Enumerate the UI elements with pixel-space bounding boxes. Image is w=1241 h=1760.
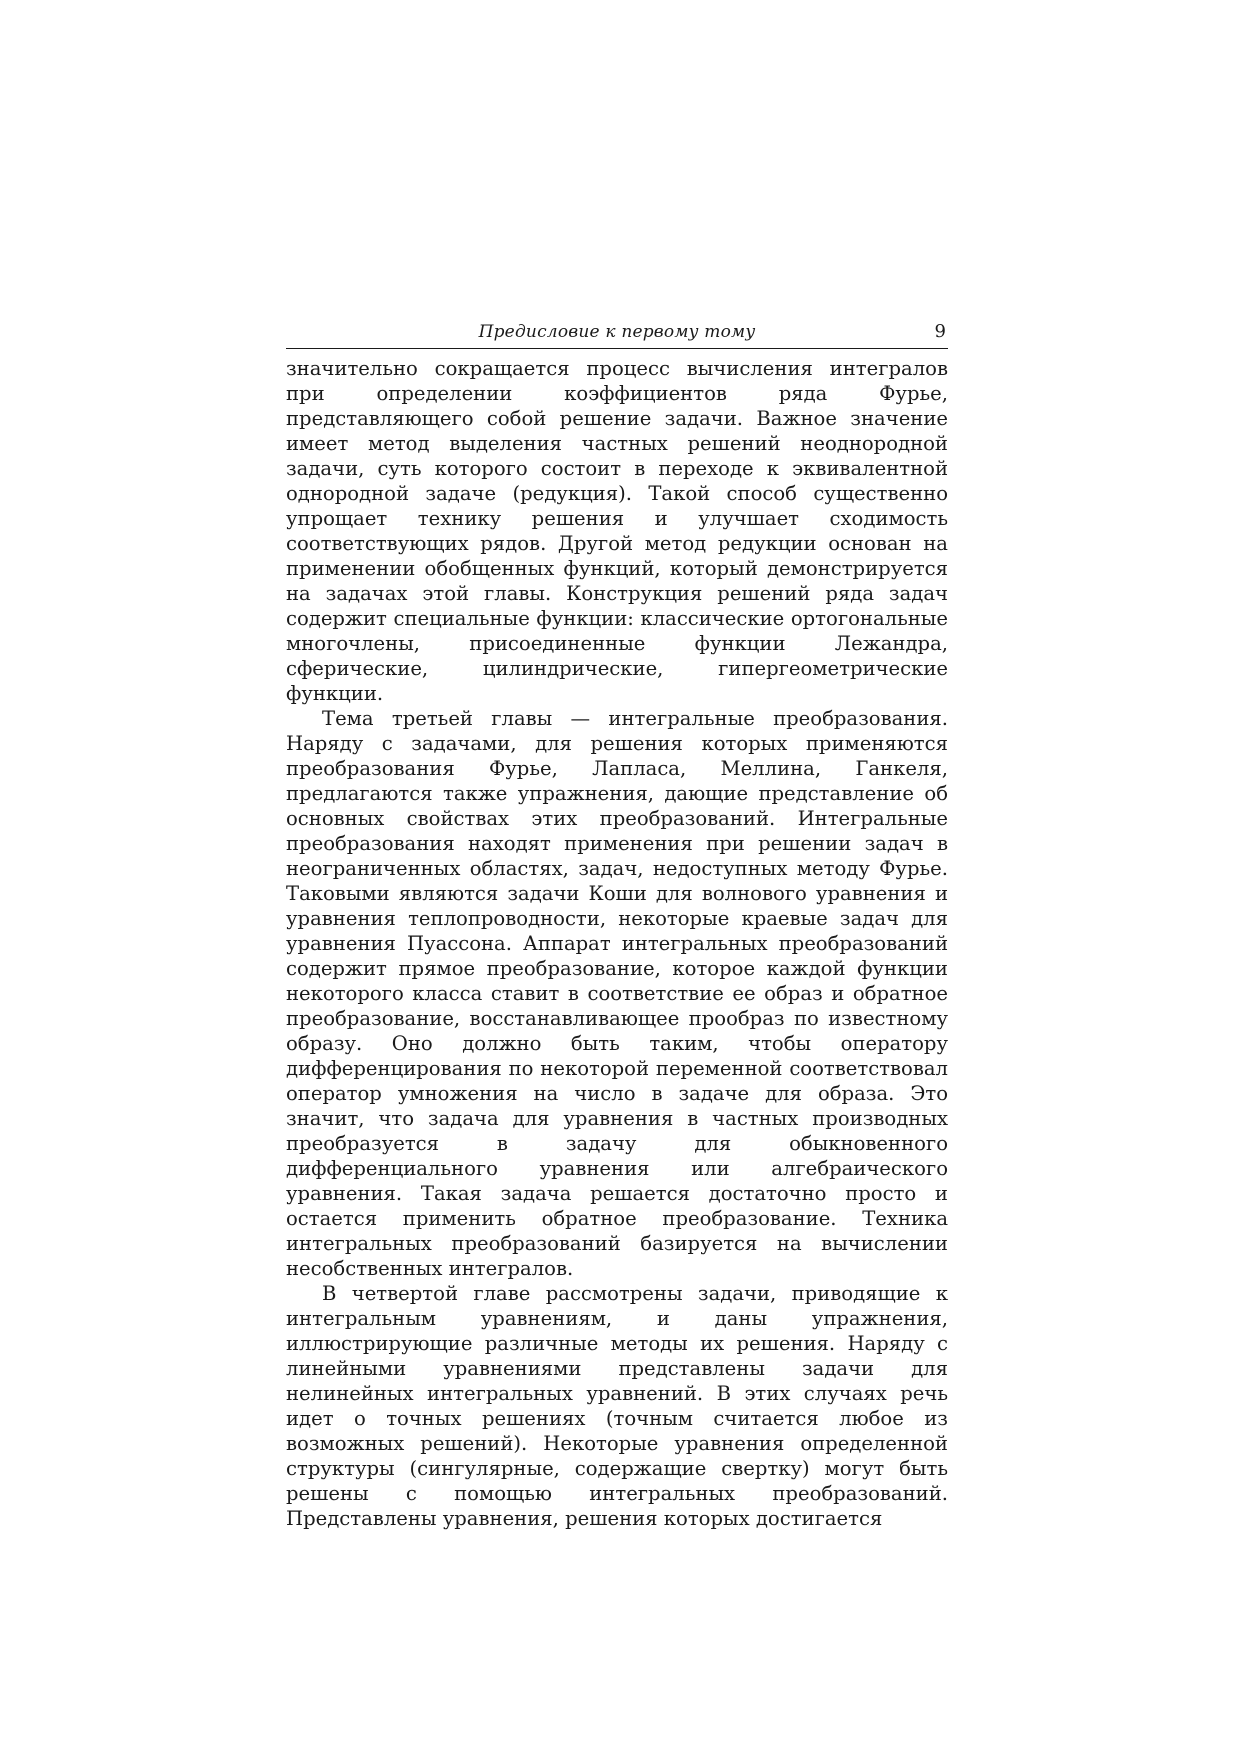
paragraph-chapter-four: В четвертой главе рассмотрены задачи, приводящие к интегральным уравнениям, и даны упражнения, иллюстрирующие различные методы их решения. Наряду с линейными уравнениями представлены задачи для нелинейных интегральных уравнений. В этих случаях речь идет о точных решениях (точным считается любое из возможных решений). Некоторые уравнения определенной структуры (сингулярные, содержащие свертку) могут быть решены с помощью интегральных преобразований. Представлены уравнения, решения которых достигается: [286, 1282, 948, 1530]
running-header: [286, 318, 948, 349]
paragraph-chapter-three: Тема третьей главы — интегральные преобразования. Наряду с задачами, для решения которых применяются преобразования Фурье, Лапласа, Меллина, Ганкеля, предлагаются также упражнения, дающие представление об основных свойствах этих преобразований. Интегральные преобразования находят применения при решении задач в неограниченных областях, задач, недоступных методу Фурье. Таковыми являются задачи Коши для волнового уравнения и уравнения теплопроводности, некоторые краевые задач для уравнения Пуассона. Аппарат интегральных преобразований содержит прямое преобразование, которое каждой функции некоторого класса ставит в соответствие ее образ и обратное преобразование, восстанавливающее прообраз по известному образу. Оно должно быть таким, чтобы оператору дифференцирования по некоторой переменной соответствовал оператор умножения на число в задаче для образа. Это значит, что задача для уравнения в частных производных преобразуется в задачу для обыкновенного дифференциального уравнения или алгебраического уравнения. Такая задача решается достаточно просто и остается применить обратное преобразование. Техника интегральных преобразований базируется на вычислении несобственных интегралов.: [286, 707, 948, 1280]
book-page: [286, 318, 948, 1531]
running-title: Предисловие к первому тому: [478, 322, 756, 342]
page-number: 9: [934, 321, 946, 342]
body-text: [286, 356, 948, 1531]
paragraph-continuation: значительно сокращается процесс вычисления интегралов при определении коэффициентов ряда Фурье, представляющего собой решение задачи. Важное значение имеет метод выделения частных решений неоднородной задачи, суть которого состоит в переходе к эквивалентной однородной задаче (редукция). Такой способ существенно упрощает технику решения и улучшает сходимость соответствующих рядов. Другой метод редукции основан на применении обобщенных функций, который демонстрируется на задачах этой главы. Конструкция решений ряда задач содержит специальные функции: классические ортогональные многочлены, присоединенные функции Лежандра, сферические, цилиндрические, гипергеометрические функции.: [286, 357, 948, 705]
